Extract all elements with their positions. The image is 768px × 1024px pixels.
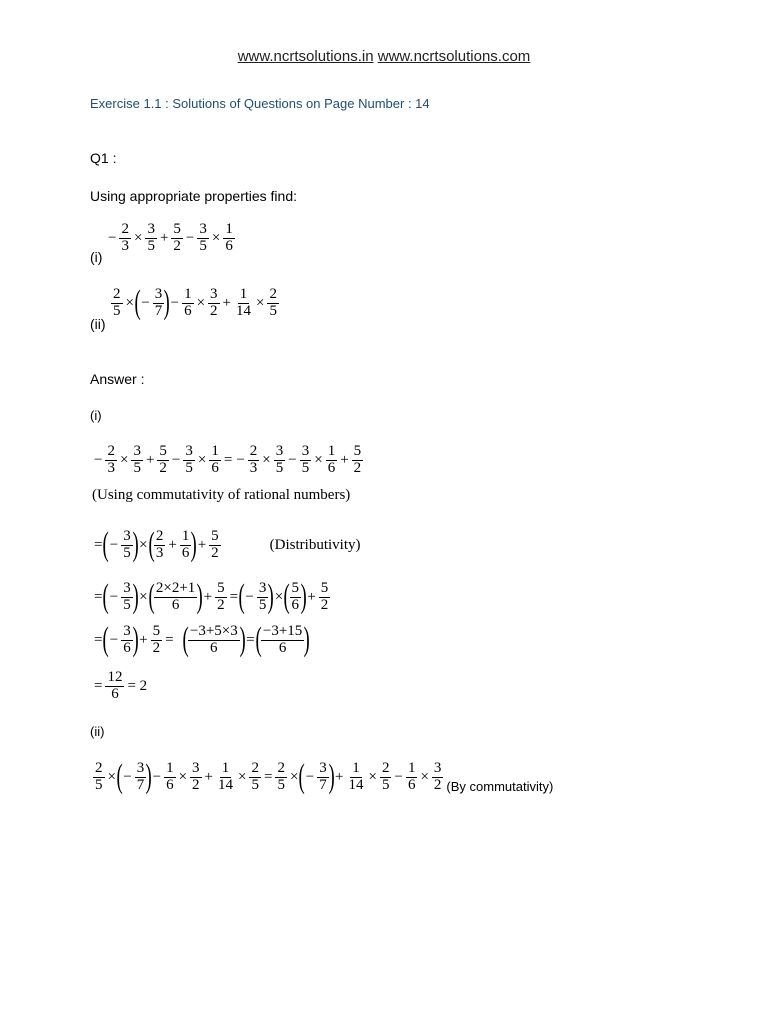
question-part-ii-label: (ii)	[90, 316, 106, 332]
answer-ii-line-1: $\frac{2}{5}$ × ( − $\frac{3}{7}$ ) − $\frac{1}{6}$ × $\frac{3}{2}$ + $\frac{1}{14}$ × $\frac{2}{5}$ = $\frac{2}{5}$ × ( − $\frac{3}{7}$ ) + $\frac{1}{14}$ × $\frac{2}{5}$ − $\frac{1}{6}$ × $\frac{3}{2}$ (By commutativity)	[95, 758, 554, 795]
answer-i-line-2: = ( − $\frac{3}{5}$ ) × ( $\frac{2}{3}$ + $\frac{1}{6}$ ) + $\frac{5}{2}$ (Distributivity)	[94, 526, 361, 563]
site-link-com[interactable]: www.ncrtsolutions.com	[377, 48, 531, 65]
answer-part-ii-label: (ii)	[90, 724, 105, 739]
answer-i-result: = 2	[127, 677, 148, 694]
question-expression-ii: $\frac{2}{5}$ × ( − $\frac{3}{7}$ ) − $\frac{1}{6}$ × $\frac{3}{2}$ + $\frac{1}{14}$ × $\frac{2}{5}$	[113, 284, 277, 321]
exercise-title: Exercise 1.1 : Solutions of Questions on Page Number : 14	[90, 96, 430, 111]
commutativity-note-ii: (By commutativity)	[446, 779, 554, 794]
question-part-i-label: (i)	[90, 249, 103, 265]
site-header	[0, 48, 768, 65]
answer-i-line-3: = ( − $\frac{3}{5}$ ) × ( $\frac{2\times 2+1}{6}$ ) + $\frac{5}{2}$ = ( − $\frac{3}{5}$ ) × ( $\frac{5}{6}$ ) + $\frac{5}{2}$	[94, 578, 329, 615]
answer-i-line-1: − $\frac{2}{3}$ × $\frac{3}{5}$ + $\frac{5}{2}$ − $\frac{3}{5}$ × $\frac{1}{6}$ = − $\frac{2}{3}$ × $\frac{3}{5}$ − $\frac{3}{5}$ × $\frac{1}{6}$ + $\frac{5}{2}$	[94, 443, 362, 476]
distributivity-note: (Distributivity)	[269, 536, 361, 553]
answer-i-line-4: = ( − $\frac{3}{6}$ ) + $\frac{5}{2}$ = ( $\frac{-3+5\times 3}{6}$ ) = ( $\frac{-3+15}{6}$ )	[94, 621, 311, 658]
answer-i-line-5: = $\frac{12}{6}$ = 2	[94, 669, 148, 702]
question-prompt: Using appropriate properties find:	[90, 188, 298, 204]
answer-label: Answer :	[90, 371, 145, 387]
question-number: Q1 :	[90, 150, 117, 166]
site-link-in[interactable]: www.ncrtsolutions.in	[237, 48, 374, 65]
answer-part-i-label: (i)	[90, 408, 102, 423]
question-expression-i: − $\frac{2}{3}$ × $\frac{3}{5}$ + $\frac{5}{2}$ − $\frac{3}{5}$ × $\frac{1}{6}$	[108, 221, 233, 254]
commutativity-note: (Using commutativity of rational numbers)	[92, 487, 351, 503]
